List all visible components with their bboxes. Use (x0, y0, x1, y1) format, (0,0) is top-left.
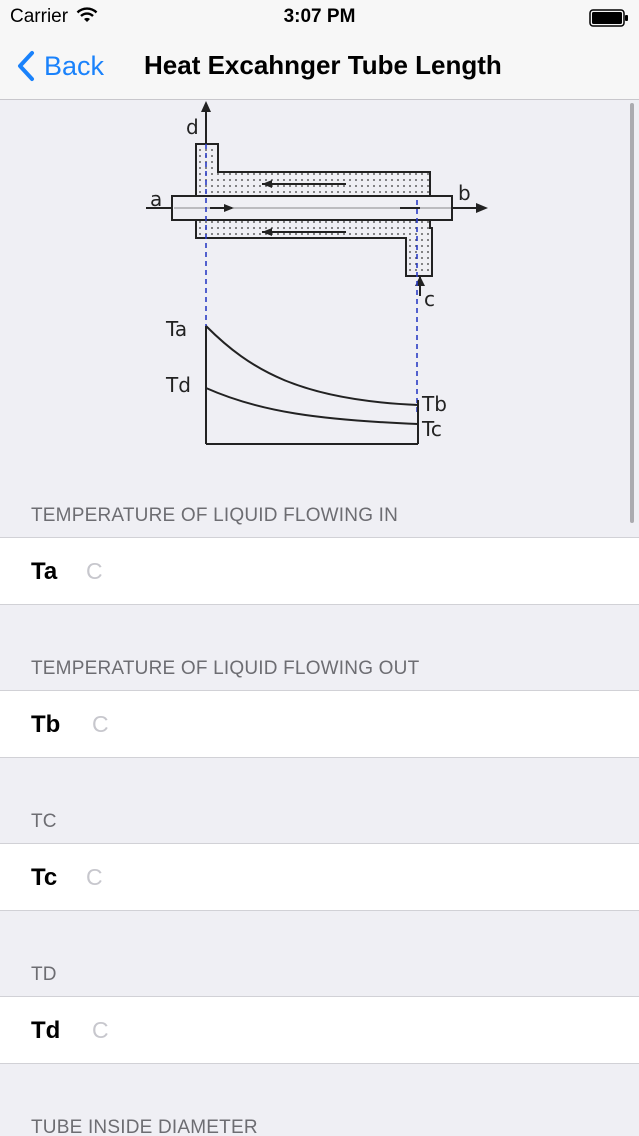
scrollbar[interactable] (630, 103, 634, 523)
port-label-a: a (150, 187, 163, 211)
section-header-temp-out: TEMPERATURE OF LIQUID FLOWING OUT (31, 658, 420, 679)
chevron-left-icon (16, 50, 36, 82)
back-label: Back (44, 50, 105, 81)
field-label-tb: Tb (31, 711, 61, 738)
page-title: Heat Excahnger Tube Length (144, 50, 502, 80)
carrier-label: Carrier (10, 6, 69, 27)
input-row-tb[interactable] (0, 690, 639, 758)
navigation-bar (0, 34, 639, 100)
clock: 3:07 PM (283, 6, 356, 27)
td-input[interactable]: C (92, 1017, 109, 1043)
port-label-d: d (186, 115, 199, 139)
status-bar (0, 0, 639, 34)
temp-label-ta: Ta (166, 317, 188, 341)
tc-input[interactable]: C (86, 864, 103, 890)
battery-icon (589, 9, 629, 32)
temp-label-tc: Tc (422, 417, 442, 441)
port-label-b: b (458, 181, 471, 205)
form-content[interactable] (0, 100, 639, 1136)
heat-exchanger-diagram (0, 100, 639, 480)
input-row-td[interactable] (0, 996, 639, 1064)
temp-label-tb: Tb (422, 392, 447, 416)
ta-input[interactable]: C (86, 558, 103, 584)
input-row-ta[interactable] (0, 537, 639, 605)
field-label-ta: Ta (31, 558, 58, 585)
tb-input[interactable]: C (92, 711, 109, 737)
section-header-tc: TC (31, 811, 57, 832)
field-label-td: Td (31, 1017, 61, 1044)
temp-label-td: Td (166, 373, 191, 397)
section-header-temp-in: TEMPERATURE OF LIQUID FLOWING IN (31, 505, 399, 526)
field-label-tc: Tc (31, 864, 58, 891)
port-label-c: c (424, 287, 435, 311)
section-header-td: TD (31, 964, 57, 985)
section-header-tube-diameter: TUBE INSIDE DIAMETER (31, 1117, 258, 1136)
back-button[interactable] (16, 48, 104, 84)
input-row-tc[interactable] (0, 843, 639, 911)
